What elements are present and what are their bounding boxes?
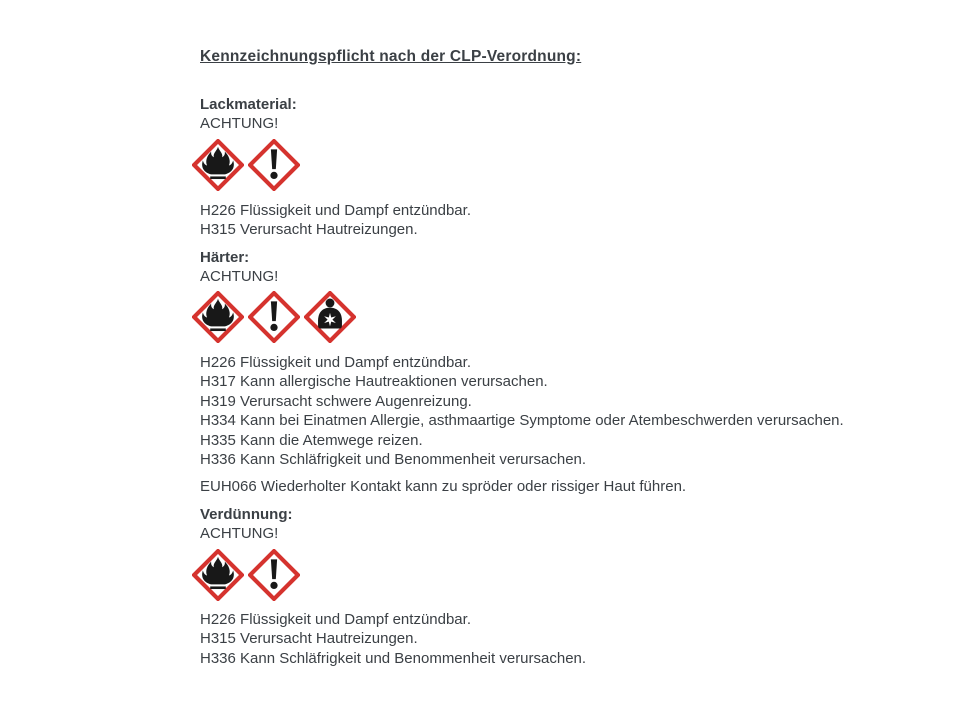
- hazard-statement: H334 Kann bei Einatmen Allergie, asthmaartige Symptome oder Atembeschwerden verursachen.: [200, 412, 844, 430]
- pictogram-row-lackmaterial: [192, 139, 300, 191]
- ghs07-exclamation-pictogram: [248, 549, 300, 601]
- hazard-statement: H315 Verursacht Hautreizungen.: [200, 221, 418, 239]
- pictogram-row-verduennung: [192, 549, 300, 601]
- ghs08-health-hazard-pictogram: [304, 291, 356, 343]
- hazard-statements-haerter: [200, 353, 844, 469]
- section-header-verduennung: [200, 505, 293, 543]
- hazard-statement: H336 Kann Schläfrigkeit und Benommenheit verursachen.: [200, 451, 587, 469]
- section-title: Lackmaterial:: [200, 96, 297, 113]
- euh-statement: EUH066 Wiederholter Kontakt kann zu spröder oder rissiger Haut führen.: [200, 478, 687, 495]
- ghs07-exclamation-pictogram: [248, 291, 300, 343]
- ghs02-flame-pictogram: [192, 139, 244, 191]
- hazard-statement: H226 Flüssigkeit und Dampf entzündbar.: [200, 202, 471, 219]
- document-title: Kennzeichnungspflicht nach der CLP-Verordnung:: [200, 48, 582, 65]
- hazard-statement: H336 Kann Schläfrigkeit und Benommenheit verursachen.: [200, 649, 587, 667]
- hazard-statement: H226 Flüssigkeit und Dampf entzündbar.: [200, 611, 471, 628]
- hazard-statement: H319 Verursacht schwere Augenreizung.: [200, 392, 472, 410]
- pictogram-row-haerter: [192, 291, 356, 343]
- signal-word: ACHTUNG!: [200, 268, 279, 285]
- signal-word: ACHTUNG!: [200, 525, 279, 542]
- section-header-lackmaterial: [200, 95, 297, 133]
- section-title: Härter:: [200, 249, 250, 266]
- ghs02-flame-pictogram: [192, 549, 244, 601]
- hazard-statements-lackmaterial: [200, 201, 471, 240]
- ghs07-exclamation-pictogram: [248, 139, 300, 191]
- hazard-statement: H335 Kann die Atemwege reizen.: [200, 431, 423, 449]
- hazard-statements-verduennung: [200, 610, 586, 668]
- hazard-statement: H315 Verursacht Hautreizungen.: [200, 630, 418, 648]
- hazard-statement: H317 Kann allergische Hautreaktionen verursachen.: [200, 373, 548, 391]
- section-header-haerter: [200, 248, 278, 286]
- ghs02-flame-pictogram: [192, 291, 244, 343]
- hazard-statement: H226 Flüssigkeit und Dampf entzündbar.: [200, 354, 471, 371]
- signal-word: ACHTUNG!: [200, 115, 279, 132]
- section-title: Verdünnung:: [200, 506, 293, 523]
